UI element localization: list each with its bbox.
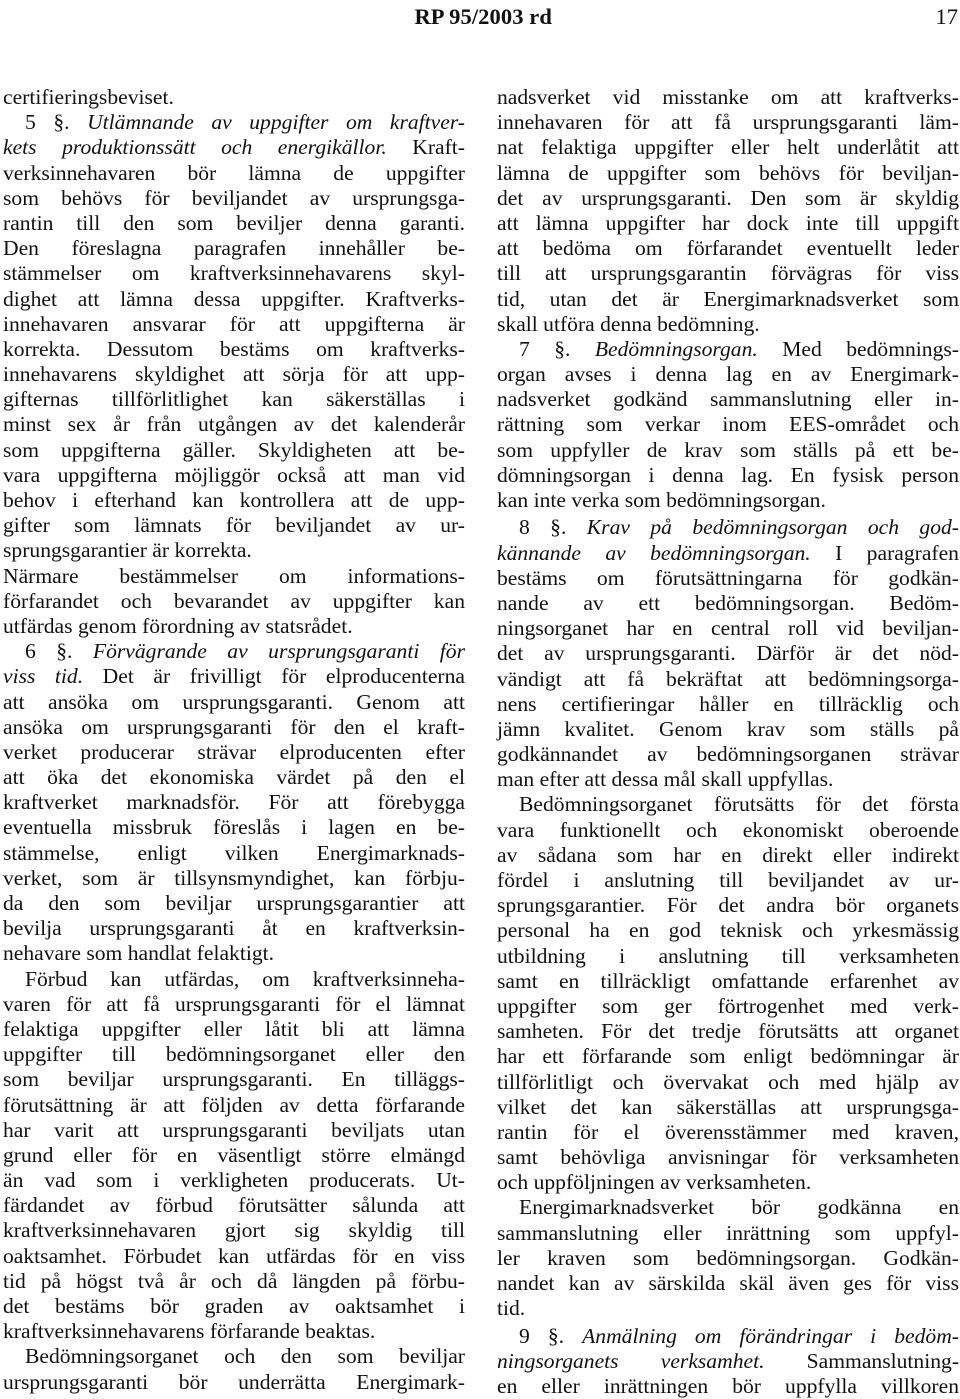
text-segment: gifternas tillförlitlighet kan säkerställas i — [3, 387, 465, 412]
left-text-column — [3, 85, 465, 1395]
text-segment: nens certifieringar håller en tillräcklig och — [497, 691, 959, 716]
text-line — [3, 1370, 465, 1395]
text-segment: tid. — [497, 1296, 526, 1321]
text-line — [3, 564, 465, 589]
text-segment: fördel i anslutning till beviljandet av ur- — [497, 868, 959, 892]
text-line — [3, 941, 465, 966]
text-line — [3, 1244, 465, 1269]
text-line — [3, 891, 465, 916]
text-line — [497, 667, 959, 692]
italic-text-segment: Krav på bedömningsorgan och god- — [586, 515, 959, 540]
text-segment: grund eller för en väsentligt större elmängd — [3, 1142, 465, 1167]
text-segment: organ avses i denna lag en av Energimark- — [497, 362, 959, 387]
text-line — [497, 1145, 959, 1170]
text-line — [3, 639, 465, 664]
italic-text-segment: Bedömningsorgan. — [594, 336, 758, 361]
text-line — [3, 312, 465, 337]
text-segment: har ett förfarande som enligt bedömningar är — [497, 1044, 959, 1069]
text-segment: bevilja ursprungsgaranti åt en kraftverksin- — [3, 916, 465, 941]
text-line — [3, 1269, 465, 1294]
text-segment: Sammanslutning- — [764, 1348, 960, 1373]
text-segment: det bestäms bör graden av oaktsamhet i — [3, 1294, 465, 1318]
text-line — [3, 1319, 465, 1344]
text-segment: förfarandet och bevarandet av uppgifter kan — [3, 588, 465, 613]
text-segment: vändigt att få bekräftat att bedömningsorga- — [497, 666, 959, 691]
text-line — [497, 1019, 959, 1044]
italic-text-segment: Utlämnande av uppgifter om kraftver- — [87, 110, 465, 135]
text-line — [497, 135, 959, 160]
text-line — [497, 85, 959, 110]
italic-text-segment: kets produktionssätt och energikällor. — [3, 135, 387, 160]
text-segment: rantin för el överensstämmer med kraven, — [497, 1119, 959, 1144]
text-line — [497, 1095, 959, 1120]
text-line — [497, 261, 959, 286]
text-segment: nadsverket godkänd sammanslutning eller in- — [497, 387, 959, 412]
text-segment: färdandet av förbud förutsätter sålunda att — [3, 1193, 465, 1218]
text-line — [497, 1246, 959, 1271]
text-segment: nehavare som handlat felaktigt. — [3, 941, 275, 966]
text-line — [497, 1120, 959, 1145]
italic-text-segment: ningsorganets verksamhet. — [497, 1348, 765, 1373]
text-line — [3, 186, 465, 211]
text-line — [3, 1042, 465, 1067]
text-line — [3, 589, 465, 614]
text-line — [3, 841, 465, 866]
text-segment: vara funktionellt och ekonomiskt oberoende — [497, 817, 959, 842]
text-segment: personal ha en god teknisk och yrkesmässig — [497, 918, 959, 943]
text-line — [497, 287, 959, 312]
text-segment: som behövs för beviljandet av ursprungsga- — [3, 185, 465, 210]
text-line — [497, 488, 959, 513]
text-line — [3, 815, 465, 840]
text-segment: ler kraven som bedömningsorgan. Godkän- — [497, 1245, 959, 1270]
text-segment: att öka det ekonomiska värdet på den el — [3, 765, 465, 790]
text-line — [497, 944, 959, 969]
text-segment: att lämna uppgifter har dock inte till uppgift — [497, 210, 959, 235]
text-segment: ursprungsgaranti bör underrätta Energimark- — [3, 1369, 465, 1394]
text-line — [497, 767, 959, 792]
text-line — [3, 992, 465, 1017]
text-segment: utfärdas genom förordning av statsrådet. — [3, 613, 353, 638]
italic-text-segment: kännande av bedömningsorgan. — [497, 540, 811, 565]
text-segment: korrekta. Dessutom bestäms om kraftverks- — [3, 336, 465, 361]
text-line — [3, 1168, 465, 1193]
text-segment: rättning som verkar inom EES-området och — [497, 412, 959, 437]
text-line — [3, 337, 465, 362]
text-line — [497, 236, 959, 261]
text-segment: Närmare bestämmelser om informations- — [3, 563, 465, 588]
text-line — [3, 488, 465, 513]
text-line — [3, 690, 465, 715]
text-line — [497, 1044, 959, 1069]
text-segment: samt en tillräckligt omfattande erfarenhet av — [497, 968, 959, 993]
text-segment: innehavaren ansvarar för att uppgifterna är — [3, 311, 465, 336]
text-segment: än vad som i verkligheten producerats. Ut- — [3, 1168, 465, 1193]
text-segment: har varit att ursprungsgaranti beviljats utan — [3, 1117, 465, 1142]
text-segment: ningsorganet har en central roll vid beviljan- — [497, 616, 959, 641]
text-line — [3, 538, 465, 563]
text-segment: Kraft- — [386, 135, 465, 160]
text-line — [497, 717, 959, 742]
text-segment: som uppgifterna gäller. Skyldigheten att be- — [3, 437, 465, 462]
text-line — [3, 1017, 465, 1042]
text-line — [3, 513, 465, 538]
text-line — [3, 664, 465, 689]
text-segment: nadsverket vid misstanke om att kraftverks- — [497, 85, 959, 109]
text-line — [3, 740, 465, 765]
text-line — [497, 843, 959, 868]
text-line — [3, 1067, 465, 1092]
text-line — [3, 1218, 465, 1243]
text-segment: tillförlitligt och övervakat och med hjälp av — [497, 1069, 959, 1094]
text-segment: 9 §. — [519, 1323, 583, 1348]
text-segment: oaktsamhet. Förbudet kan utfärdas för en viss — [3, 1243, 465, 1268]
text-line — [3, 110, 465, 135]
text-line — [3, 1093, 465, 1118]
text-segment: dighet att lämna dessa uppgifter. Kraftverks- — [3, 286, 465, 311]
text-line — [497, 312, 959, 337]
text-segment: kan inte verka som bedömningsorgan. — [497, 488, 826, 512]
text-segment: certifieringsbeviset. — [3, 85, 174, 109]
text-segment: Bedömningsorganet och den som beviljar — [25, 1344, 465, 1369]
text-segment: skall utföra denna bedömning. — [497, 311, 760, 336]
text-segment: eventuella missbruk föreslås i lagen en be- — [3, 815, 465, 840]
text-segment: minst sex år från utgången av det kalenderår — [3, 412, 465, 437]
text-segment: 5 §. — [25, 110, 88, 135]
text-line — [497, 438, 959, 463]
text-line — [497, 110, 959, 135]
text-line — [497, 362, 959, 387]
text-segment: ansöka om ursprungsgaranti för den el kraft- — [3, 714, 465, 739]
text-line — [3, 412, 465, 437]
text-segment: behov i efterhand kan kontrollera att de upp- — [3, 488, 465, 512]
text-segment: uppgifter till bedömningsorganet eller den — [3, 1042, 465, 1067]
text-line — [3, 211, 465, 236]
text-segment: som beviljar ursprungsgaranti. En tilläggs- — [3, 1067, 465, 1092]
italic-text-segment: viss tid. — [3, 664, 84, 689]
text-line — [497, 1170, 959, 1195]
text-line — [497, 742, 959, 767]
text-segment: Bedömningsorganet förutsätts för det första — [519, 792, 959, 817]
text-segment: vilket det kan säkerställas att ursprungsga- — [497, 1094, 959, 1119]
text-segment: samt behövliga anvisningar för verksamheten — [497, 1145, 959, 1170]
text-segment: dömningsorgan i denna lag. En fysisk person — [497, 462, 959, 487]
text-line — [497, 161, 959, 186]
text-line — [497, 211, 959, 236]
text-segment: Energimarknadsverket bör godkänna en — [519, 1195, 959, 1220]
text-segment: Förbud kan utfärdas, om kraftverksinneha- — [25, 966, 465, 991]
text-segment: en eller inrättningen bör uppfylla villkoren — [497, 1373, 959, 1398]
text-line — [3, 765, 465, 790]
text-line — [497, 387, 959, 412]
text-segment: förutsättning är att följden av detta förfarande — [3, 1092, 465, 1117]
text-segment: gifter som lämnats för beviljandet av ur- — [3, 513, 465, 538]
text-line — [497, 868, 959, 893]
text-line — [3, 1118, 465, 1143]
text-segment: 8 §. — [519, 515, 587, 540]
text-line — [3, 85, 465, 110]
italic-text-segment: Anmälning om förändringar i bedöm- — [582, 1323, 959, 1348]
text-segment: jämn kvalitet. Genom krav som ställs på — [497, 716, 959, 741]
text-line — [497, 566, 959, 591]
text-segment: sprungsgarantier är korrekta. — [3, 538, 252, 563]
text-segment: verket, som är tillsynsmyndighet, kan förbju- — [3, 865, 465, 890]
text-line — [497, 918, 959, 943]
document-reference: RP 95/2003 rd — [414, 4, 552, 29]
text-line — [497, 994, 959, 1019]
text-segment: som uppfyller de krav som ställs på ett be- — [497, 437, 959, 462]
text-segment: bestäms om förutsättningarna för godkän- — [497, 565, 959, 590]
text-segment: kraftverksinnehavaren gjort sig skyldig till — [3, 1218, 465, 1243]
text-line — [497, 591, 959, 616]
text-segment: rantin till den som beviljer denna garanti. — [3, 210, 465, 235]
text-line — [497, 515, 959, 540]
text-segment: tid, utan det är Energimarknadsverket som — [497, 286, 959, 311]
page-header — [0, 0, 960, 40]
text-line — [3, 135, 465, 160]
text-segment: uppgifter som ger förtrogenhet med verk- — [497, 993, 959, 1018]
text-line — [3, 790, 465, 815]
text-line — [497, 1195, 959, 1220]
text-segment: Den föreslagna paragrafen innehåller be- — [3, 236, 465, 261]
text-line — [3, 967, 465, 992]
text-segment: nande av ett bedömningsorgan. Bedöm- — [497, 590, 959, 615]
text-line — [497, 337, 959, 362]
text-segment: att bedöma om förfarandet eventuellt leder — [497, 236, 959, 261]
text-line — [497, 1271, 959, 1296]
text-line — [3, 362, 465, 387]
text-segment: utbildning i anslutning till verksamheten — [497, 943, 959, 968]
text-segment: innehavaren för att få ursprungsgaranti läm- — [497, 110, 959, 135]
text-line — [3, 161, 465, 186]
text-line — [3, 261, 465, 286]
text-line — [3, 866, 465, 891]
text-segment: nandet kan av särskilda skäl även ges för viss — [497, 1271, 959, 1295]
text-segment: till att ursprungsgarantin förvägras för viss — [497, 261, 959, 286]
text-line — [497, 412, 959, 437]
text-line — [497, 1070, 959, 1095]
text-line — [3, 715, 465, 740]
text-line — [497, 541, 959, 566]
text-segment: nat felaktiga uppgifter eller helt underlåtit att — [497, 135, 959, 160]
text-line — [3, 916, 465, 941]
text-line — [3, 438, 465, 463]
text-segment: kraftverket marknadsför. För att förebygga — [3, 790, 465, 815]
text-segment: kraftverksinnehavarens förfarande beaktas. — [3, 1319, 376, 1344]
right-text-column — [497, 85, 959, 1399]
text-line — [497, 1374, 959, 1399]
text-segment: Det är frivilligt för elproducenterna — [83, 664, 465, 689]
text-segment: da den som beviljar ursprungsgarantier att — [3, 891, 465, 915]
text-segment: det av ursprungsgaranti. Den som är skyldig — [497, 185, 959, 210]
text-segment: stämmelser om kraftverksinnehavarens skyl- — [3, 261, 465, 286]
text-segment: tid på högst två år och då längden på förbu- — [3, 1268, 465, 1293]
text-segment: det av ursprungsgaranti. Därför är det nöd- — [497, 641, 959, 666]
text-line — [3, 1294, 465, 1319]
text-segment: verket producerar strävar elproducenten efter — [3, 739, 465, 764]
text-line — [497, 463, 959, 488]
text-line — [3, 236, 465, 261]
text-segment: att ansöka om ursprungsgaranti. Genom att — [3, 689, 465, 714]
text-segment: Med bedömnings- — [757, 336, 959, 361]
text-segment: vara uppgifterna möjliggör också att man vid — [3, 462, 465, 487]
text-line — [3, 1193, 465, 1218]
text-segment: 6 §. — [25, 639, 93, 664]
text-line — [497, 186, 959, 211]
text-line — [3, 387, 465, 412]
text-segment: innehavarens skyldighet att sörja för att upp- — [3, 362, 465, 387]
text-line — [497, 818, 959, 843]
text-segment: 7 §. — [519, 336, 595, 361]
text-segment: av sådana som har en direkt eller indirekt — [497, 842, 959, 867]
text-segment: felaktiga uppgifter eller låtit bli att lämna — [3, 1016, 465, 1041]
text-line — [497, 641, 959, 666]
text-segment: I paragrafen — [810, 540, 959, 565]
text-line — [497, 1221, 959, 1246]
text-line — [497, 692, 959, 717]
text-segment: sprungsgarantier. För det andra bör organets — [497, 893, 959, 918]
text-line — [497, 969, 959, 994]
text-segment: lämna de uppgifter som behövs för beviljan- — [497, 160, 959, 185]
text-segment: verksinnehavaren bör lämna de uppgifter — [3, 160, 465, 185]
text-segment: godkännandet av bedömningsorganen strävar — [497, 742, 959, 767]
text-line — [3, 1143, 465, 1168]
text-line — [497, 1324, 959, 1349]
text-segment: stämmelse, enligt vilken Energimarknads- — [3, 840, 465, 865]
text-line — [3, 614, 465, 639]
text-segment: sammanslutning eller inrättning som uppfyl- — [497, 1220, 959, 1245]
text-line — [497, 1296, 959, 1321]
text-line — [497, 893, 959, 918]
page-number: 17 — [935, 4, 958, 29]
text-line — [497, 792, 959, 817]
text-line — [497, 616, 959, 641]
text-segment: varen för att få ursprungsgaranti för el lämnat — [3, 991, 465, 1016]
text-segment: man efter att dessa mål skall uppfyllas. — [497, 767, 834, 792]
text-line — [3, 463, 465, 488]
text-segment: och uppföljningen av verksamheten. — [497, 1170, 812, 1195]
text-line — [497, 1349, 959, 1374]
text-segment: samheten. För det tredje förutsätts att organet — [497, 1019, 959, 1044]
text-line — [3, 1344, 465, 1369]
italic-text-segment: Förvägrande av ursprungsgaranti för — [92, 639, 465, 664]
text-line — [3, 287, 465, 312]
